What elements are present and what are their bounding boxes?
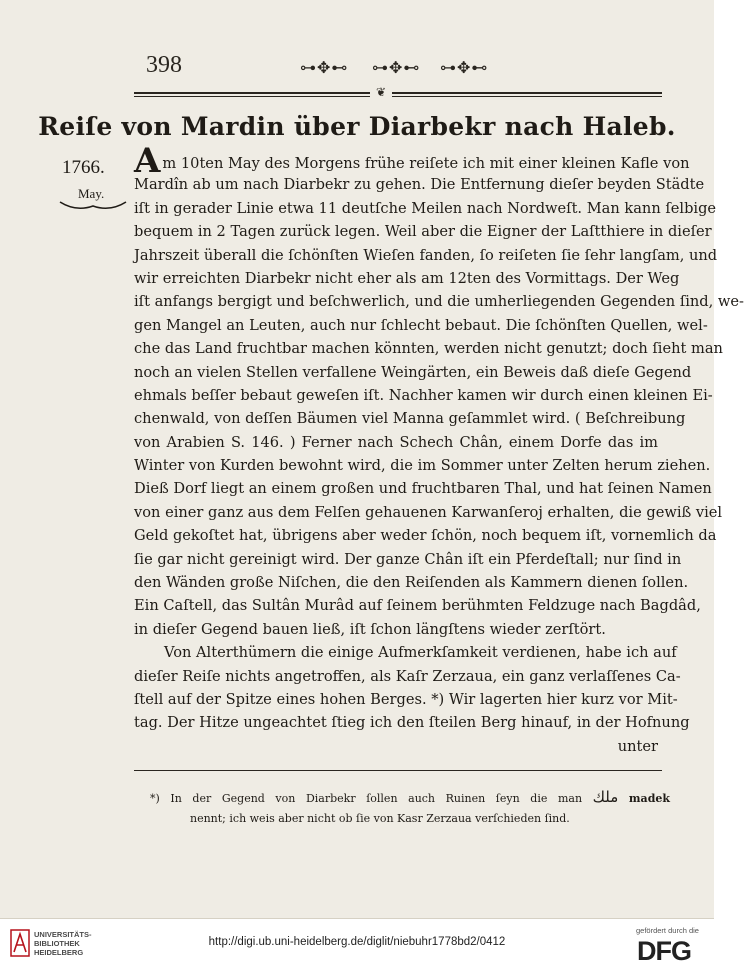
institution-line: UNIVERSITÄTS- — [34, 930, 92, 939]
header-ornament-icon: ⊶✥⊷ — [300, 58, 349, 77]
header-ornament-icon: ⊶✥⊷ — [372, 58, 421, 77]
text-line-content: Ein Caſtell, das Sultân Murâd auf ſeinem berühmten Feldzuge nach Bagdâd, — [134, 597, 701, 615]
funder-caption: gefördert durch die — [636, 926, 699, 935]
header-rule — [134, 92, 662, 94]
footnote-rule — [134, 770, 662, 771]
text-line — [134, 290, 744, 313]
text-line-content: ehmals beſſer bebaut geweſen iſt. Nachher kamen wir durch einen kleinen Ei- — [134, 386, 713, 404]
text-line-content: in dieſer Gegend bauen ließ, iſt ſchon längſtens wieder zerſtört. — [134, 620, 606, 638]
institution-line: HEIDELBERG — [34, 948, 84, 957]
text-line-content: iſt in gerader Linie etwa 11 deutſche Meilen nach Nordweſt. Man kann ſelbige — [134, 199, 717, 217]
text-line — [134, 735, 658, 758]
margin-brace-icon — [58, 198, 128, 214]
footnote-text: *) In der Gegend von Diarbekr ſollen auch Ruinen ſeyn die man — [150, 792, 583, 805]
text-line-content: iſt anfangs bergigt und beſchwerlich, und die umherliegenden Gegenden ſind, we- — [134, 293, 744, 311]
page-number: 398 — [146, 52, 182, 78]
footnote-text: nennt; ich weis aber nicht ob ſie von Kasr Zerzaua verſchieden ſind. — [190, 812, 570, 825]
margin-month: May. — [78, 186, 105, 201]
text-line — [134, 454, 711, 477]
text-line — [134, 665, 681, 688]
text-line — [134, 220, 712, 243]
text-line — [134, 314, 708, 337]
text-line-content: tag. Der Hitze ungeachtet ſtieg ich den ſteilen Berg hinauf, in der Hofnung — [134, 714, 690, 732]
text-line — [134, 431, 658, 454]
dfg-logo: DFG — [637, 936, 691, 966]
footnote — [150, 786, 670, 830]
text-line — [134, 594, 701, 617]
text-line — [134, 407, 686, 430]
header-ornament-icon: ⊶✥⊷ — [440, 58, 489, 77]
text-line — [134, 267, 680, 290]
text-line — [134, 571, 689, 594]
text-line-content: von einer ganz aus dem Felſen gehauenen Karwanſeroj erhalten, die gewiß viel — [134, 503, 723, 521]
text-line-content: noch an vielen Stellen verfallene Weingärten, ein Beweis daß dieſe Gegend — [134, 363, 692, 381]
margin-year: 1766. — [62, 157, 105, 178]
text-line — [134, 618, 658, 641]
text-line-content: gen Mangel an Leuten, auch nur ſchlecht bebaut. Die ſchönſten Quellen, wel- — [134, 316, 708, 334]
text-line-content: che das Land fruchtbar machen könnten, werden nicht genutzt; doch ſieht man — [134, 340, 723, 358]
text-line-content: wir erreichten Diarbekr nicht eher als am 12ten des Vormittags. Der Weg — [134, 269, 680, 287]
text-line-content: bequem in 2 Tagen zurück legen. Weil aber die Eigner der Laſtthiere in dieſer — [134, 223, 712, 241]
text-line — [134, 337, 723, 360]
text-line — [134, 688, 678, 711]
footnote-word: madek — [628, 792, 670, 805]
text-line — [134, 244, 718, 267]
institution-line: BIBLIOTHEK — [34, 939, 80, 948]
text-line-content: von Arabien S. 146. ) Ferner nach Schech Chân, einem Dorfe das im — [134, 433, 658, 451]
text-line-content: Von Alterthümern die einige Aufmerkſamkeit verdienen, habe ich auf — [164, 644, 677, 662]
text-line — [134, 477, 712, 500]
text-line — [134, 711, 690, 734]
text-line — [134, 524, 717, 547]
drop-cap: A — [134, 141, 161, 181]
text-line — [134, 641, 677, 664]
text-line-content: Mardîn ab um nach Diarbekr zu gehen. Die Entfernung dieſer beyden Städte — [134, 176, 705, 194]
text-line-content: dieſer Reiſe nichts angetroffen, als Kaſr Zerzaua, ein ganz verlaſſenes Ca- — [134, 667, 681, 685]
text-line-content: chenwald, von deſſen Bäumen viel Manna geſammlet wird. ( Beſchreibung — [134, 410, 686, 428]
chapter-title: Reiſe von Mardin über Diarbekr nach Haleb. — [38, 112, 676, 141]
text-line-content: m 10ten May des Morgens frühe reiſete ich mit einer kleinen Kafle von — [162, 155, 690, 172]
text-line — [134, 384, 713, 407]
text-line-content: Winter von Kurden bewohnt wird, die im Sommer unter Zelten herum ziehen. — [134, 457, 711, 475]
permalink-url[interactable]: http://digi.ub.uni-heidelberg.de/diglit/niebuhr1778bd2/0412 — [208, 936, 506, 948]
text-line — [134, 141, 690, 181]
text-line-content: Geld gekoſtet hat, übrigens aber weder ſchön, noch bequem iſt, vornemlich da — [134, 527, 717, 545]
rule-ornament-icon: ❦ — [370, 85, 392, 99]
text-line-content: unter — [617, 737, 658, 755]
body-text — [134, 141, 744, 758]
text-line-content: Dieß Dorf liegt an einem großen und fruchtbaren Thal, und hat ſeinen Namen — [134, 480, 712, 498]
text-line-content: den Wänden große Niſchen, die den Reiſenden als Kammern dienen ſollen. — [134, 574, 689, 592]
text-line — [134, 501, 723, 524]
text-line — [134, 361, 692, 384]
text-line — [134, 548, 682, 571]
text-line — [134, 173, 705, 196]
text-line-content: ſtell auf der Spitze eines hohen Berges. *) Wir lagerten hier kurz vor Mit- — [134, 690, 678, 708]
text-line-content: Jahrszeit überall die ſchönſten Wieſen fanden, ſo reiſeten ſie ſehr langſam, und — [134, 246, 718, 264]
text-line — [134, 197, 717, 220]
footnote-arabic-word: ملك — [592, 788, 619, 806]
text-line-content: ſie gar nicht gereinigt wird. Der ganze Chân iſt ein Pferdeſtall; nur ſind in — [134, 550, 682, 568]
